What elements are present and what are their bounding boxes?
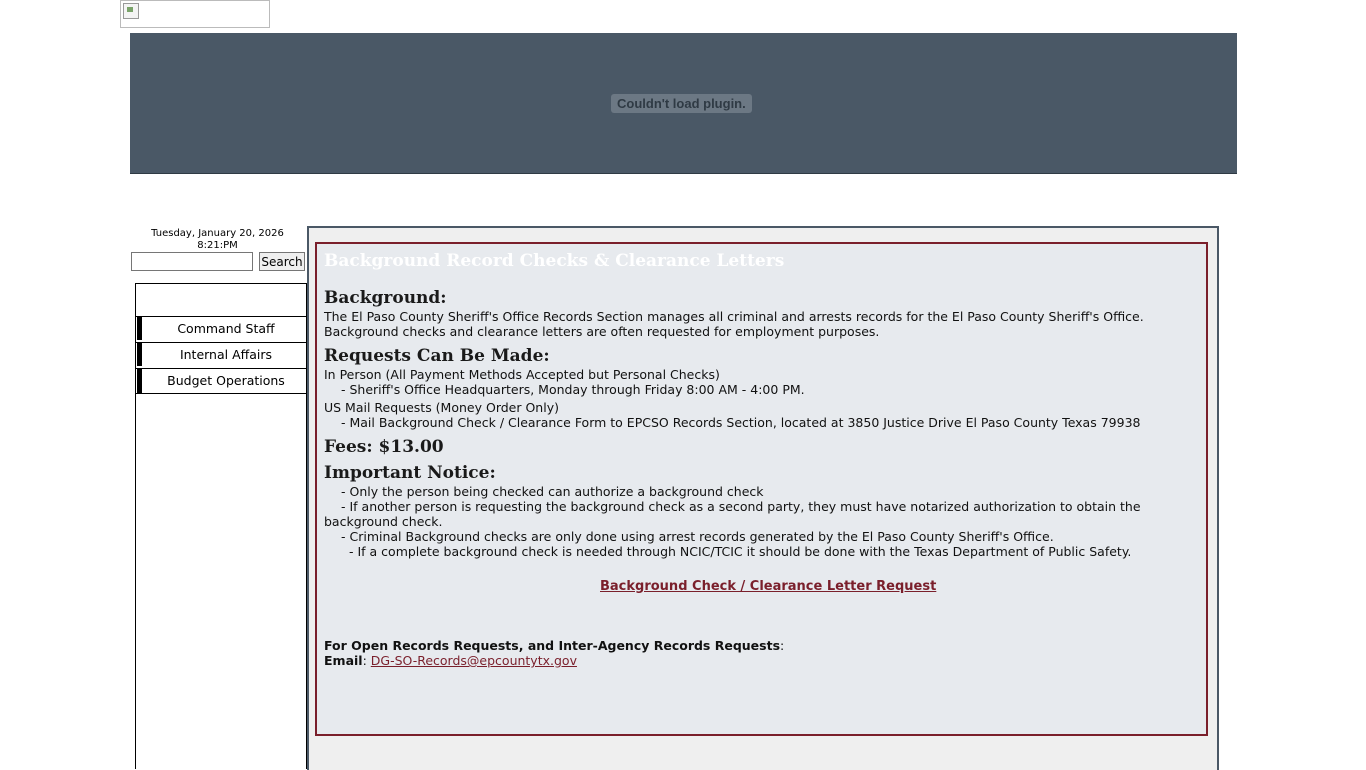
nav-marker [137,317,142,340]
nav-marker [137,343,142,366]
background-text-line: Background checks and clearance letters are often requested for employment purposes. [324,324,880,339]
background-check-request-link[interactable]: Background Check / Clearance Letter Request [600,579,937,594]
email-line [324,653,577,668]
notice-line: - If another person is requesting the background check as a second party, they must have notarized authorization to obtain the [341,499,1141,514]
page-title: Background Record Checks & Clearance Letters [324,251,785,271]
search-button[interactable]: Search [259,252,305,271]
sidebar-item-label: Internal Affairs [179,347,273,362]
background-text-line: The El Paso County Sheriff's Office Records Section manages all criminal and arrests records for the El Paso County Sheriff's Office. [324,309,1144,324]
plugin-error-message: Couldn't load plugin. [611,94,752,113]
open-records-colon: : [780,638,785,653]
header-plugin-area [130,33,1237,174]
fees-heading: Fees: $13.00 [324,437,444,457]
sidebar-item-label: Command Staff [177,321,275,336]
request-detail: - Sheriff's Office Headquarters, Monday through Friday 8:00 AM - 4:00 PM. [341,382,805,397]
notice-line: - Only the person being checked can authorize a background check [341,484,764,499]
broken-image-icon [123,3,139,19]
request-detail: - Mail Background Check / Clearance Form to EPCSO Records Section, located at 3850 Justice Drive El Paso County Texas 79938 [341,415,1141,430]
notice-line: - If a complete background check is needed through NCIC/TCIC it should be done with the Texas Department of Public Safety. [349,544,1132,559]
request-method: In Person (All Payment Methods Accepted but Personal Checks) [324,367,720,382]
sidebar-item-label: Budget Operations [167,373,285,388]
current-time: 8:21:PM [197,240,238,251]
sidebar-item-command-staff[interactable] [136,316,306,340]
notice-heading: Important Notice: [324,463,496,483]
email-link[interactable]: DG-SO-Records@epcountytx.gov [370,653,577,668]
background-heading: Background: [324,288,447,308]
sidebar-nav [135,283,307,769]
sidebar-item-internal-affairs[interactable] [136,342,306,366]
request-method: US Mail Requests (Money Order Only) [324,400,559,415]
nav-marker [137,369,142,393]
search-input[interactable] [131,252,253,271]
open-records-line [324,638,784,653]
current-date: Tuesday, January 20, 2026 [151,228,284,239]
email-label: Email [324,653,363,668]
notice-line: - Criminal Background checks are only done using arrest records generated by the El Paso County Sheriff's Office. [341,529,1054,544]
email-colon: : [362,653,371,668]
sidebar-item-budget-operations[interactable] [136,368,306,394]
open-records-label: For Open Records Requests, and Inter-Agency Records Requests [324,638,781,653]
notice-line: background check. [324,514,443,529]
site-logo-image[interactable] [120,0,270,28]
requests-heading: Requests Can Be Made: [324,346,550,366]
